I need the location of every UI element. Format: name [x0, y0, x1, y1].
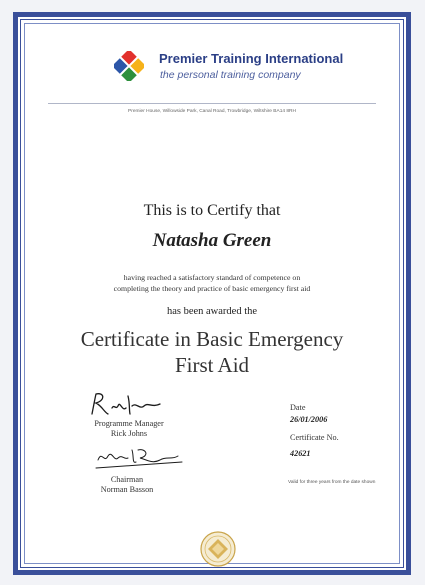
- award-reason: [18, 272, 406, 294]
- date-label: Date: [290, 403, 306, 412]
- certify-heading: This is to Certify that: [143, 202, 281, 219]
- programme-manager-signature: [82, 390, 172, 420]
- date-value: 26/01/2006: [290, 415, 328, 424]
- validity-note: Valid for three years from the date shown: [288, 480, 376, 485]
- organisation-address: Premier House, Willowside Park, Canal Road, Trowbridge, Wiltshire BA14 8RH: [128, 109, 296, 114]
- certificate-number-value: 42621: [290, 449, 311, 458]
- premier-logo-icon: [114, 51, 144, 81]
- recipient-name: Natasha Green: [152, 230, 272, 251]
- chairman-block: [84, 475, 170, 495]
- certificate-page: [13, 12, 411, 575]
- certificate-number-label: Certificate No.: [290, 433, 339, 442]
- organisation-name: Premier Training International: [159, 51, 344, 66]
- signatory-name: Rick Johns: [110, 429, 148, 438]
- programme-manager-block: [86, 419, 172, 439]
- course-title-line-2: First Aid: [174, 353, 250, 377]
- organisation-tagline: the personal training company: [160, 69, 301, 81]
- reason-line-2: completing the theory and practice of basic emergency first aid: [113, 284, 311, 293]
- header-divider: [48, 103, 376, 104]
- reason-line-1: having reached a satisfactory standard of competence on: [123, 273, 301, 282]
- chairman-signature: [94, 442, 184, 472]
- gold-seal-icon: [200, 531, 236, 567]
- signatory-title: Chairman: [110, 475, 144, 484]
- course-title: [48, 326, 376, 378]
- signatory-name: Norman Basson: [100, 485, 154, 494]
- awarded-text: has been awarded the: [166, 306, 258, 317]
- signatory-title: Programme Manager: [94, 419, 164, 428]
- course-title-line-1: Certificate in Basic Emergency: [80, 327, 344, 351]
